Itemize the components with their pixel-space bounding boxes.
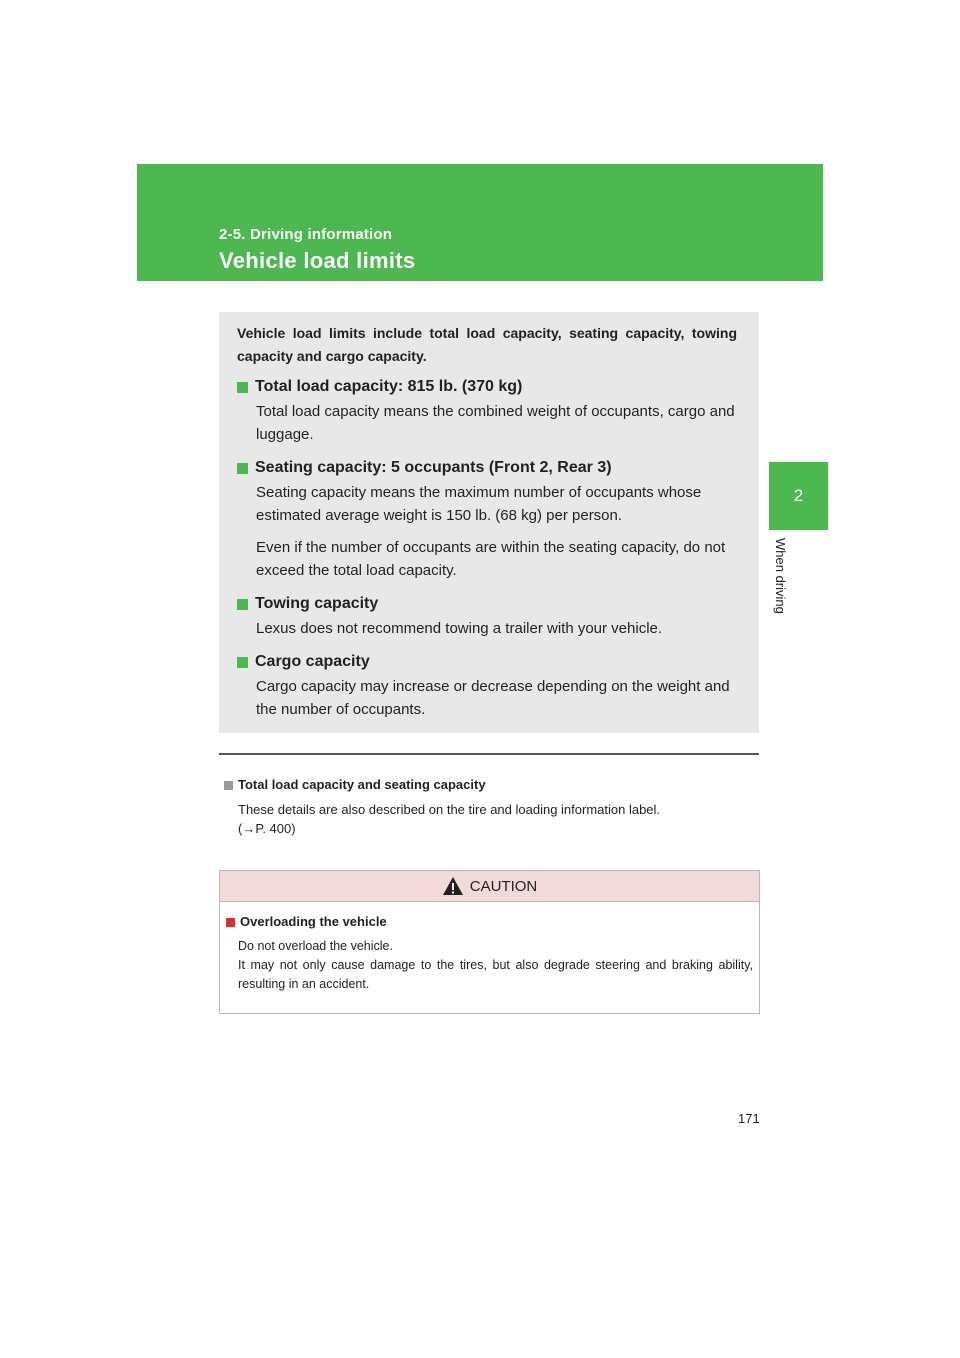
note-text: These details are also described on the tire and loading information label. (→P. 400) xyxy=(224,800,754,838)
green-square-bullet-icon xyxy=(237,382,248,393)
page-title: Vehicle load limits xyxy=(219,248,416,273)
load-limits-box xyxy=(219,312,759,733)
intro-text: Vehicle load limits include total load capacity, seating capacity, towing capacity and cargo capacity. xyxy=(237,325,737,364)
item-text: Even if the number of occupants are within the seating capacity, do not exceed the total load capacity. xyxy=(256,539,726,579)
warning-triangle-icon xyxy=(442,876,464,896)
item-heading: Seating capacity: 5 occupants (Front 2, Rear 3) xyxy=(237,455,737,481)
note-heading: Total load capacity and seating capacity xyxy=(224,776,754,794)
chapter-number: 2 xyxy=(793,486,804,505)
caution-heading: Overloading the vehicle xyxy=(226,912,753,932)
section-label: 2-5. Driving information xyxy=(219,226,393,243)
red-square-bullet-icon xyxy=(226,918,235,927)
caution-body xyxy=(220,902,759,994)
item-text: Total load capacity means the combined weight of occupants, cargo and luggage. xyxy=(256,403,735,443)
item-total-load xyxy=(237,374,737,446)
chapter-label: When driving xyxy=(773,538,788,614)
item-heading: Towing capacity xyxy=(237,591,737,617)
chapter-tab[interactable] xyxy=(769,462,828,530)
item-heading: Cargo capacity xyxy=(237,649,737,675)
caution-box xyxy=(219,870,760,1014)
item-towing xyxy=(237,591,737,640)
item-text: Cargo capacity may increase or decrease depending on the weight and the number of occupants. xyxy=(256,678,730,718)
caution-header xyxy=(220,871,759,902)
green-square-bullet-icon xyxy=(237,657,248,668)
item-cargo xyxy=(237,649,737,721)
item-heading: Total load capacity: 815 lb. (370 kg) xyxy=(237,374,737,400)
page-number: 171 xyxy=(738,1111,760,1126)
note-section xyxy=(224,776,754,838)
item-text: Seating capacity means the maximum number of occupants whose estimated average weight is 150 lb. (68 kg) per person. xyxy=(256,484,702,524)
caution-text: Do not overload the vehicle. It may not only cause damage to the tires, but also degrade steering and braking ability, resulting in an accident. xyxy=(238,939,753,991)
divider xyxy=(219,753,759,755)
green-square-bullet-icon xyxy=(237,463,248,474)
page-header xyxy=(137,164,823,281)
gray-square-bullet-icon xyxy=(224,781,233,790)
item-seating xyxy=(237,455,737,582)
page-reference-link[interactable]: (→P. 400) xyxy=(238,821,296,836)
green-square-bullet-icon xyxy=(237,599,248,610)
item-text: Lexus does not recommend towing a trailer with your vehicle. xyxy=(256,620,663,637)
caution-label: CAUTION xyxy=(469,877,538,895)
